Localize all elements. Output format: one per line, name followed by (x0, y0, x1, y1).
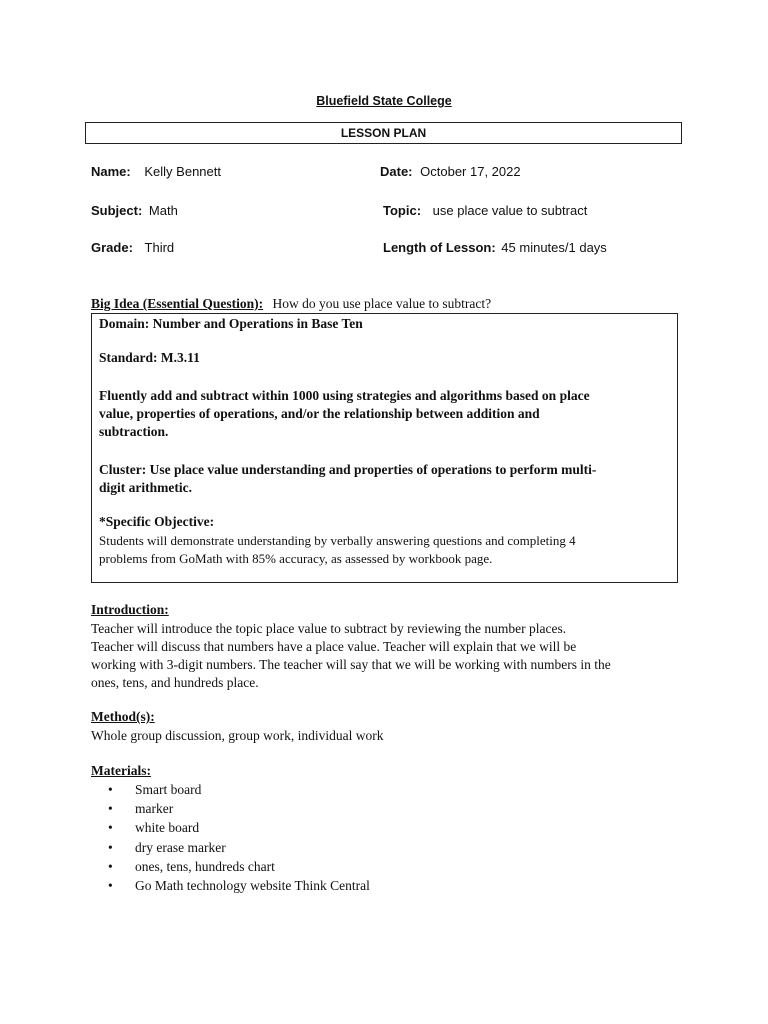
length-value: 45 minutes/1 days (501, 240, 607, 255)
topic-label: Topic: (383, 203, 422, 218)
materials-heading: Materials: (91, 763, 151, 778)
material-text: dry erase marker (135, 839, 226, 855)
standards-box (91, 313, 678, 583)
introduction-line: ones, tens, and hundreds place. (91, 675, 259, 690)
date-value: October 17, 2022 (420, 164, 521, 179)
name-field (91, 164, 221, 179)
length-label: Length of Lesson: (383, 240, 496, 255)
list-item (108, 818, 370, 837)
fluency-line: value, properties of operations, and/or the relationship between addition and (99, 406, 540, 421)
topic-field (383, 203, 587, 218)
topic-value: use place value to subtract (432, 203, 588, 218)
introduction-line: Teacher will introduce the topic place value to subtract by reviewing the number places. (91, 621, 567, 636)
material-text: Smart board (135, 782, 202, 797)
subject-field (91, 203, 178, 218)
fluency-line: Fluently add and subtract within 1000 using strategies and algorithms based on place (99, 388, 590, 403)
materials-list (108, 780, 370, 895)
name-value: Kelly Bennett (144, 164, 221, 179)
college-name: Bluefield State College (316, 94, 452, 108)
domain-text: Domain: Number and Operations in Base Ten (99, 316, 363, 331)
bullet-icon: • (108, 839, 113, 855)
big-idea-question: How do you use place value to subtract? (272, 296, 492, 311)
date-field (380, 164, 521, 179)
methods-heading: Method(s): (91, 709, 155, 724)
objective-label: *Specific Objective: (99, 514, 215, 529)
bullet-icon: • (108, 782, 113, 797)
list-item (108, 857, 370, 876)
list-item (108, 780, 370, 799)
subject-value: Math (148, 203, 178, 218)
introduction-line: Teacher will discuss that numbers have a place value. Teacher will explain that we will be (91, 639, 577, 654)
material-text: marker (135, 801, 174, 817)
bullet-icon: • (108, 801, 113, 817)
methods-text: Whole group discussion, group work, individual work (91, 728, 384, 743)
list-item (108, 838, 370, 857)
objective-line: Students will demonstrate understanding by verbally answering questions and completing 4 (99, 533, 576, 548)
list-item (108, 799, 370, 818)
standard-text: Standard: M.3.11 (99, 350, 200, 365)
name-label: Name: (91, 164, 131, 179)
introduction-heading: Introduction: (91, 602, 169, 617)
bullet-icon: • (108, 858, 113, 874)
list-item (108, 876, 370, 895)
material-text: white board (135, 820, 200, 836)
length-field (383, 240, 607, 255)
material-text: Go Math technology website Think Central (135, 877, 370, 893)
date-label: Date: (380, 164, 413, 179)
grade-field (91, 240, 174, 255)
grade-label: Grade: (91, 240, 133, 255)
grade-value: Third (144, 240, 175, 255)
big-idea-label: Big Idea (Essential Question): (91, 296, 264, 311)
bullet-icon: • (108, 820, 113, 836)
material-text: ones, tens, hundreds chart (135, 858, 275, 874)
introduction-line: working with 3-digit numbers. The teacher will say that we will be working with numbers in the (91, 657, 611, 672)
lesson-plan-title: LESSON PLAN (85, 122, 682, 144)
subject-label: Subject: (91, 203, 143, 218)
fluency-line: subtraction. (99, 424, 169, 439)
big-idea (91, 296, 491, 312)
objective-line: problems from GoMath with 85% accuracy, as assessed by workbook page. (99, 551, 493, 566)
bullet-icon: • (108, 877, 113, 893)
cluster-line: digit arithmetic. (99, 480, 192, 495)
cluster-line: Cluster: Use place value understanding and properties of operations to perform multi- (99, 462, 597, 477)
